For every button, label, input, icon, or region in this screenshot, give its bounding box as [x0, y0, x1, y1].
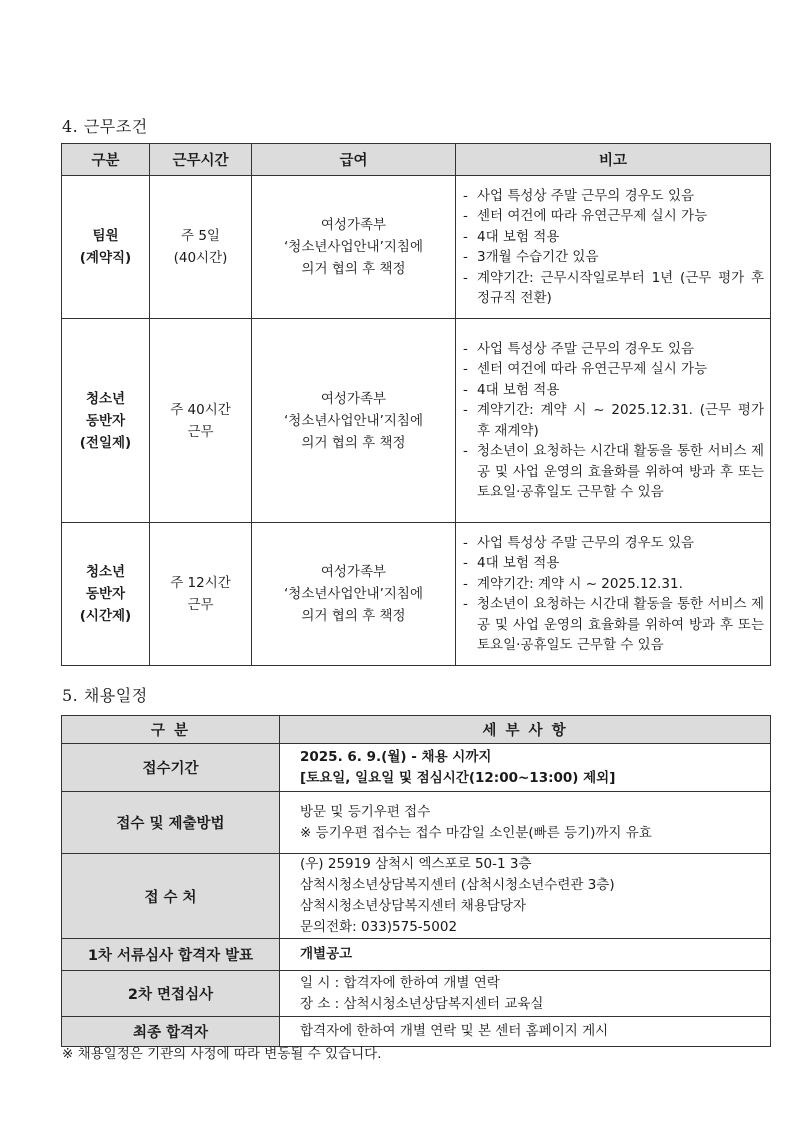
detail-line: 문의전화: 033)575-5002 — [300, 919, 458, 935]
hours-line: 근무 — [187, 597, 214, 613]
role-line: 팀원 — [92, 228, 119, 244]
remark-item: - 사업 특성상 주말 근무의 경우도 있음 — [463, 339, 764, 360]
pay-cell — [252, 176, 456, 319]
header-details: 세 부 사 항 — [280, 716, 771, 744]
pay-line: ‘청소년사업안내’지침에 — [284, 586, 423, 602]
remarks-cell — [456, 523, 771, 666]
table-row — [62, 971, 771, 1017]
table-header-row — [62, 144, 771, 176]
header-salary: 급여 — [252, 144, 456, 176]
schedule-label: 2차 면접심사 — [62, 971, 280, 1017]
header-work-hours: 근무시간 — [150, 144, 252, 176]
hours-cell — [150, 176, 252, 319]
remark-item: - 청소년이 요청하는 시간대 활동을 통한 서비스 제공 및 사업 운영의 효율화를 위하여 방과 후 또는 토요일·공휴일도 근무할 수 있음 — [463, 441, 764, 503]
detail-line: 삼척시청소년상담복지센터 (삼척시청소년수련관 3층) — [300, 877, 615, 893]
schedule-label: 접수 및 제출방법 — [62, 792, 280, 854]
hours-line: 주 12시간 — [170, 575, 231, 591]
schedule-detail — [280, 939, 771, 971]
table-row — [62, 792, 771, 854]
schedule-label: 최종 합격자 — [62, 1017, 280, 1047]
detail-line: 방문 및 등기우편 접수 — [300, 803, 431, 820]
remark-item: - 계약기간: 근무시작일로부터 1년 (근무 평가 후 정규직 전환) — [463, 268, 764, 309]
remark-item: - 사업 특성상 주말 근무의 경우도 있음 — [463, 186, 764, 207]
hours-line: 주 40시간 — [170, 401, 231, 418]
remark-item: - 계약기간: 계약 시 ~ 2025.12.31. — [463, 574, 764, 595]
schedule-label: 1차 서류심사 합격자 발표 — [62, 939, 280, 971]
schedule-label: 접 수 처 — [62, 854, 280, 939]
role-cell — [62, 176, 150, 319]
detail-line: 합격자에 한하여 개별 연락 및 본 센터 홈페이지 게시 — [300, 1023, 609, 1039]
detail-line: 2025. 6. 9.(월) - 채용 시까지 — [300, 748, 492, 765]
pay-line: 여성가족부 — [320, 564, 387, 580]
hours-line: 근무 — [187, 423, 214, 440]
schedule-label: 접수기간 — [62, 744, 280, 792]
pay-cell — [252, 319, 456, 523]
pay-line: ‘청소년사업안내’지침에 — [284, 412, 423, 429]
detail-line: ※ 등기우편 접수는 접수 마감일 소인분(빠른 등기)까지 유효 — [300, 824, 652, 841]
hours-line: 주 5일 — [181, 228, 220, 244]
role-cell — [62, 319, 150, 523]
pay-line: ‘청소년사업안내’지침에 — [284, 239, 423, 255]
remark-item: - 3개월 수습기간 있음 — [463, 247, 764, 268]
schedule-detail — [280, 971, 771, 1017]
schedule-detail — [280, 854, 771, 939]
hours-cell — [150, 523, 252, 666]
hiring-schedule-table — [61, 715, 771, 1047]
remark-item: - 청소년이 요청하는 시간대 활동을 통한 서비스 제공 및 사업 운영의 효율화를 위하여 방과 후 또는 토요일·공휴일도 근무할 수 있음 — [463, 594, 764, 656]
remarks-cell — [456, 176, 771, 319]
table-row — [62, 319, 771, 523]
pay-line: 의거 협의 후 책정 — [301, 434, 406, 451]
role-line: 청소년 — [85, 564, 126, 580]
remark-item: - 4대 보험 적용 — [463, 227, 764, 248]
remark-item: - 센터 여건에 따라 유연근무제 실시 가능 — [463, 359, 764, 380]
role-line: (시간제) — [79, 608, 132, 624]
detail-line: 장 소 : 삼척시청소년상담복지센터 교육실 — [300, 995, 544, 1012]
table-row — [62, 854, 771, 939]
detail-line: 삼척시청소년상담복지센터 채용담당자 — [300, 898, 526, 914]
table-row — [62, 939, 771, 971]
role-line: 동반자 — [85, 586, 126, 602]
pay-cell — [252, 523, 456, 666]
pay-line: 의거 협의 후 책정 — [301, 261, 406, 277]
detail-line: 개별공고 — [300, 946, 353, 962]
remark-item: - 4대 보험 적용 — [463, 553, 764, 574]
table-header-row — [62, 716, 771, 744]
schedule-detail — [280, 792, 771, 854]
header-remarks: 비고 — [456, 144, 771, 176]
header-category: 구 분 — [62, 716, 280, 744]
remark-item: - 계약기간: 계약 시 ~ 2025.12.31. (근무 평가 후 재계약) — [463, 400, 764, 441]
section-4-title: 4. 근무조건 — [62, 117, 148, 136]
remarks-list — [456, 533, 770, 656]
detail-line: 일 시 : 합격자에 한하여 개별 연락 — [300, 974, 500, 991]
remark-item: - 사업 특성상 주말 근무의 경우도 있음 — [463, 533, 764, 554]
remarks-cell — [456, 319, 771, 523]
role-line: (전일제) — [79, 434, 132, 451]
hours-line: (40시간) — [173, 250, 228, 266]
hours-cell — [150, 319, 252, 523]
schedule-detail — [280, 744, 771, 792]
table-row — [62, 176, 771, 319]
role-cell — [62, 523, 150, 666]
detail-line: [토요일, 일요일 및 점심시간(12:00~13:00) 제외] — [300, 769, 616, 786]
remarks-list — [456, 186, 770, 309]
header-category: 구분 — [62, 144, 150, 176]
remark-item: - 4대 보험 적용 — [463, 380, 764, 401]
pay-line: 여성가족부 — [320, 390, 387, 407]
table-row — [62, 744, 771, 792]
pay-line: 여성가족부 — [320, 217, 387, 233]
remark-item: - 센터 여건에 따라 유연근무제 실시 가능 — [463, 206, 764, 227]
role-line: (계약직) — [79, 250, 132, 266]
role-line: 동반자 — [85, 412, 126, 429]
remarks-list — [456, 339, 770, 503]
pay-line: 의거 협의 후 책정 — [301, 608, 406, 624]
table-row — [62, 523, 771, 666]
section-5-title: 5. 채용일정 — [62, 686, 148, 705]
work-conditions-table — [61, 143, 771, 666]
footnote: ※ 채용일정은 기관의 사정에 따라 변동될 수 있습니다. — [62, 1046, 382, 1062]
role-line: 청소년 — [85, 390, 126, 407]
detail-line: (우) 25919 삼척시 엑스포로 50-1 3층 — [300, 856, 532, 872]
